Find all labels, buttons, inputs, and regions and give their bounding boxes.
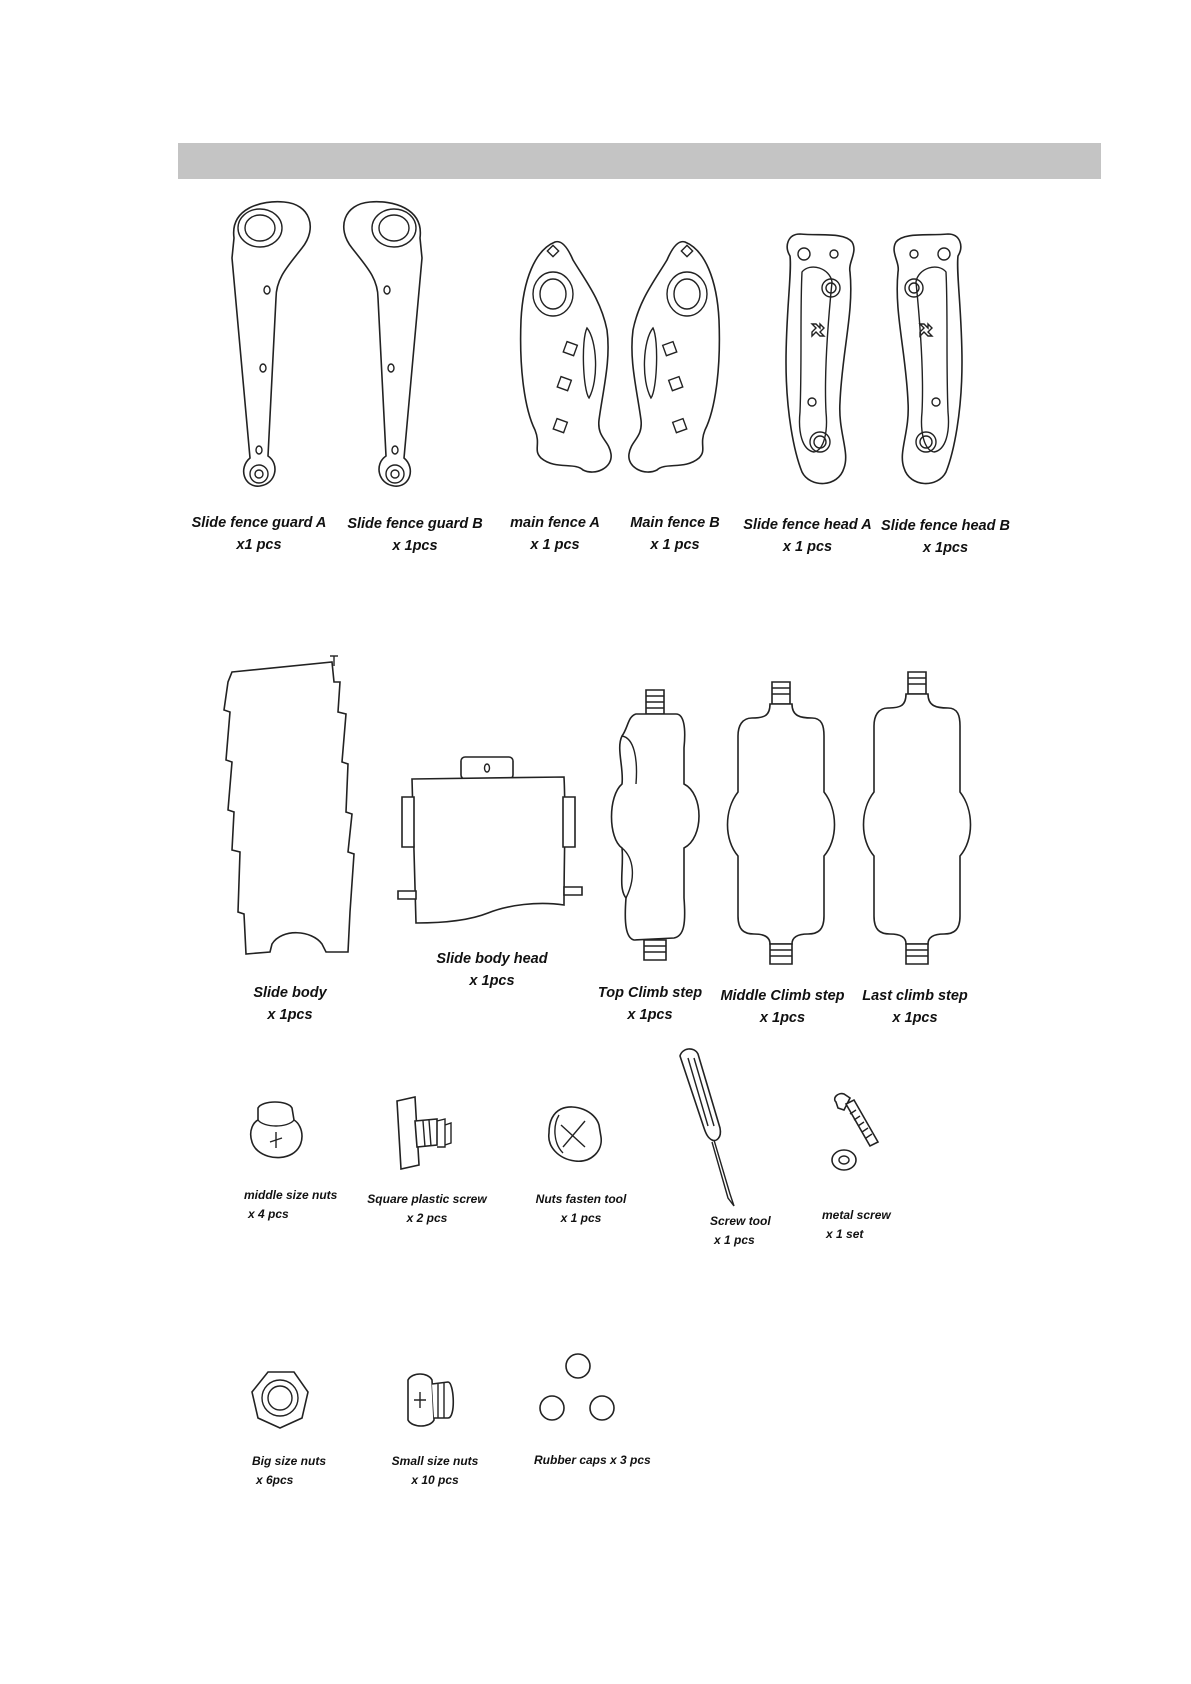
part-qty: x 1pcs	[392, 538, 438, 554]
label-slide-fence-head-b	[878, 515, 1013, 559]
label-main-fence-b	[620, 512, 730, 556]
part-name: Square plastic screw	[367, 1192, 487, 1206]
label-slide-body	[235, 982, 345, 1026]
part-name: Screw tool	[710, 1214, 771, 1228]
part-qty: x 6pcs	[256, 1473, 294, 1487]
part-name: Middle Climb step	[720, 988, 845, 1004]
label-square-plastic-screw	[362, 1190, 492, 1228]
part-qty: x1 pcs	[236, 537, 282, 553]
part-name: Nuts fasten tool	[535, 1192, 627, 1206]
part-name: Big size nuts	[252, 1454, 327, 1468]
label-slide-fence-head-a	[740, 514, 875, 558]
part-name: Main fence B	[630, 515, 720, 531]
part-qty: x 2 pcs	[406, 1211, 448, 1225]
part-name: Slide fence guard B	[347, 516, 483, 532]
label-middle-size-nuts	[244, 1186, 344, 1224]
label-screw-tool	[710, 1212, 800, 1250]
part-name: Top Climb step	[597, 985, 703, 1001]
part-qty: x 1 pcs	[650, 537, 700, 553]
label-nuts-fasten-tool	[526, 1190, 636, 1228]
label-slide-fence-guard-b	[340, 513, 490, 557]
part-qty: x 1 set	[826, 1227, 864, 1241]
part-qty: x 10 pcs	[411, 1473, 459, 1487]
label-slide-body-head	[422, 948, 562, 992]
label-top-climb-step	[585, 982, 715, 1026]
part-name: Slide fence head B	[881, 518, 1010, 534]
part-qty: x 1pcs	[627, 1007, 673, 1023]
part-qty: x 1 pcs	[530, 537, 580, 553]
label-small-size-nuts	[380, 1452, 490, 1490]
part-name: Rubber caps x 3 pcs	[534, 1453, 651, 1467]
part-name: main fence A	[510, 515, 600, 531]
label-main-fence-a	[500, 512, 610, 556]
part-qty: x 1pcs	[267, 1007, 313, 1023]
part-qty: x 1 pcs	[714, 1233, 755, 1247]
label-metal-screw	[822, 1206, 912, 1244]
part-qty: x 1 pcs	[560, 1211, 602, 1225]
part-qty: x 1pcs	[922, 540, 969, 556]
part-qty: x 1pcs	[759, 1010, 806, 1026]
label-slide-fence-guard-a	[184, 512, 334, 556]
part-name: middle size nuts	[244, 1188, 338, 1202]
label-big-size-nuts	[252, 1452, 352, 1490]
label-last-climb-step	[850, 985, 980, 1029]
label-rubber-caps	[534, 1451, 684, 1470]
part-qty: x 4 pcs	[248, 1207, 289, 1221]
part-name: metal screw	[822, 1208, 891, 1222]
part-qty: x 1pcs	[892, 1010, 938, 1026]
part-name: Slide fence guard A	[191, 515, 327, 531]
part-name: Small size nuts	[391, 1454, 479, 1468]
part-qty: x 1pcs	[469, 973, 515, 989]
part-name: Slide fence head A	[743, 517, 872, 533]
part-name: Last climb step	[862, 988, 968, 1004]
part-name: Slide body head	[436, 951, 548, 967]
part-qty: x 1 pcs	[782, 539, 833, 555]
section-header-bar	[178, 143, 1101, 179]
label-middle-climb-step	[710, 985, 855, 1029]
part-name: Slide body	[253, 985, 327, 1001]
